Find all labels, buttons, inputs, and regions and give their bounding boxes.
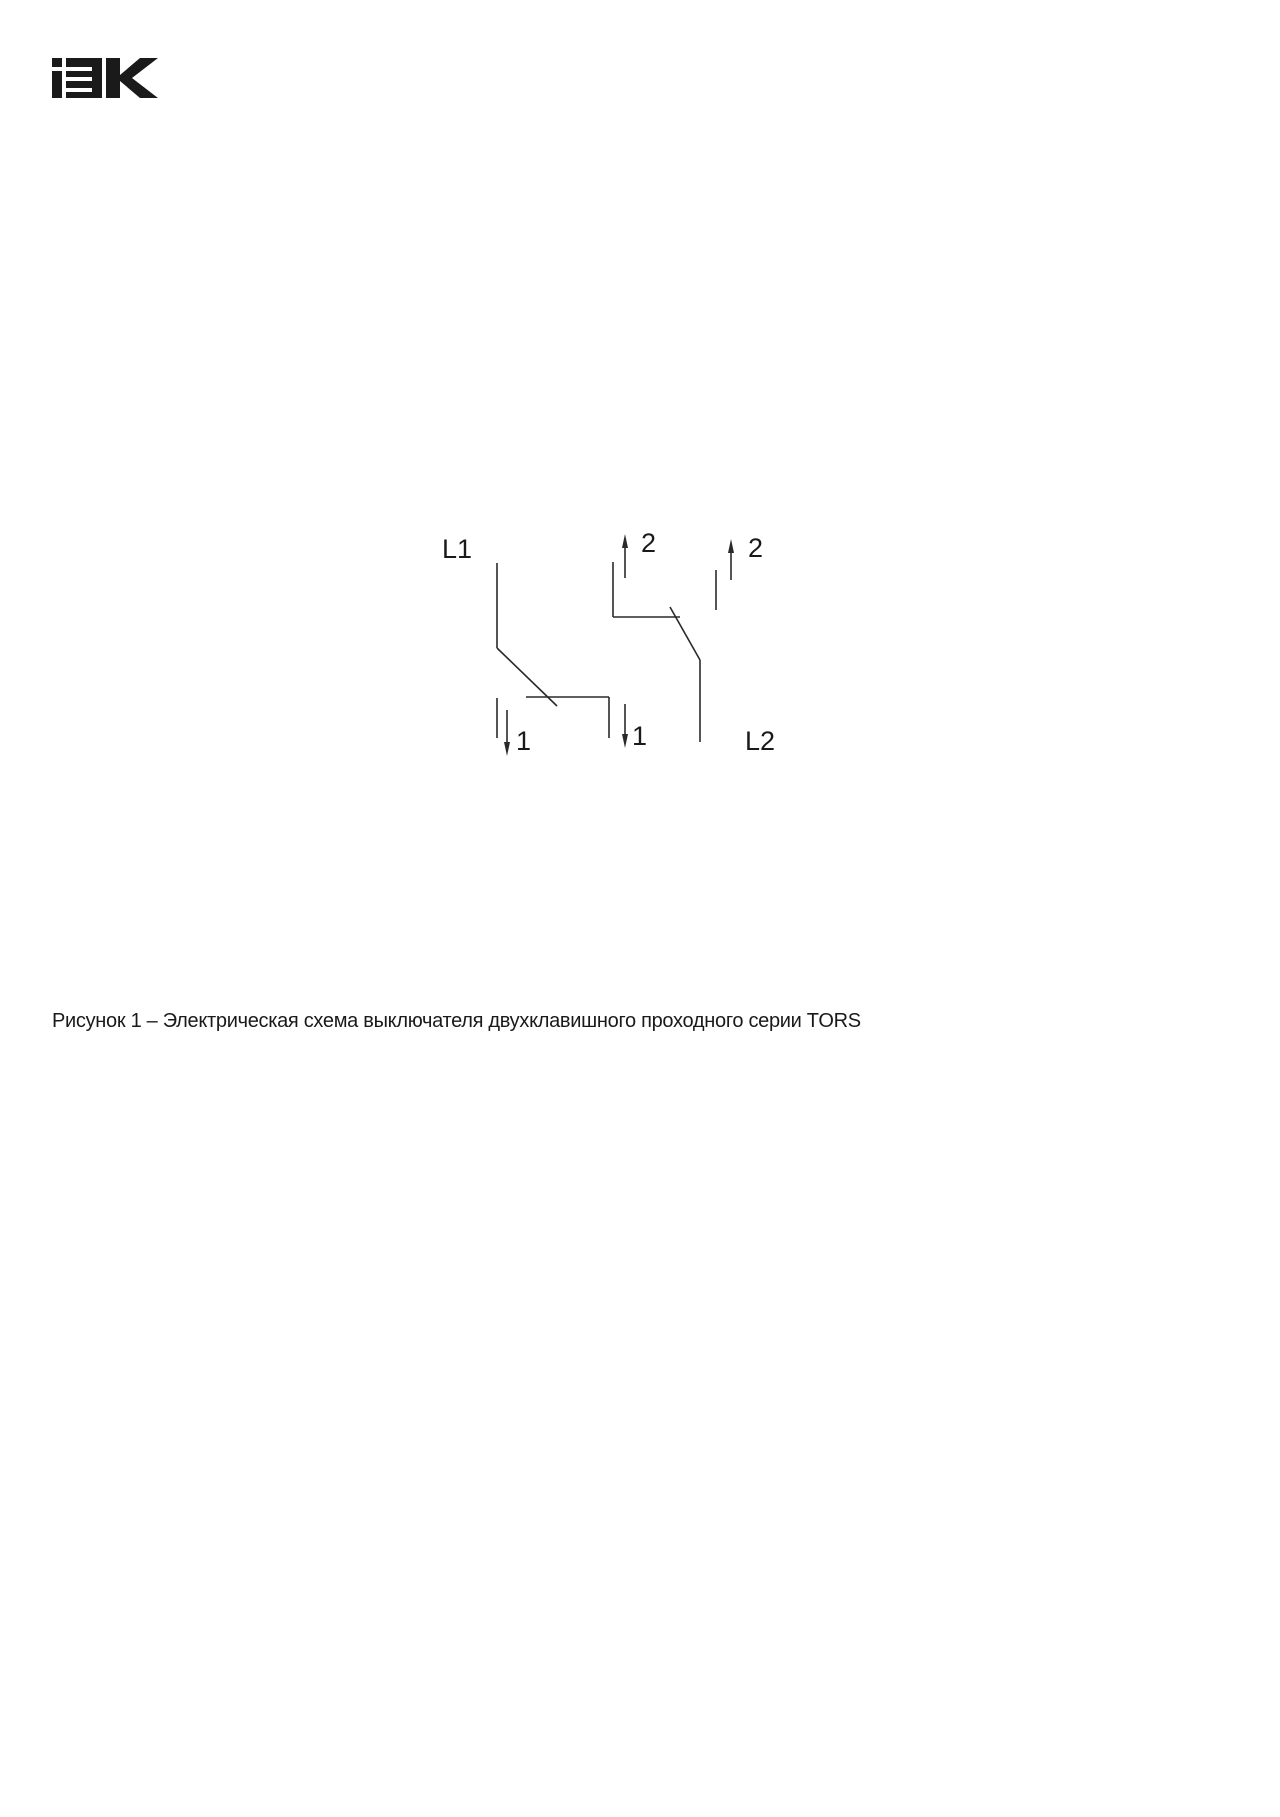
label-contact-1-left: 1 [516, 726, 532, 756]
label-contact-2-right: 2 [748, 533, 764, 563]
switch-2-blade [670, 607, 700, 660]
label-contact-1-right: 1 [632, 721, 648, 751]
label-l1: L1 [442, 534, 473, 564]
arrow-up-icon [728, 539, 734, 553]
label-contact-2-left: 2 [641, 528, 657, 558]
arrow-down-icon [504, 742, 510, 756]
arrow-down-icon [622, 734, 628, 748]
label-l2: L2 [745, 726, 776, 756]
figure-caption: Рисунок 1 – Электрическая схема выключателя двухклавишного проходного серии TORS [52, 1010, 861, 1032]
arrow-up-icon [622, 534, 628, 548]
